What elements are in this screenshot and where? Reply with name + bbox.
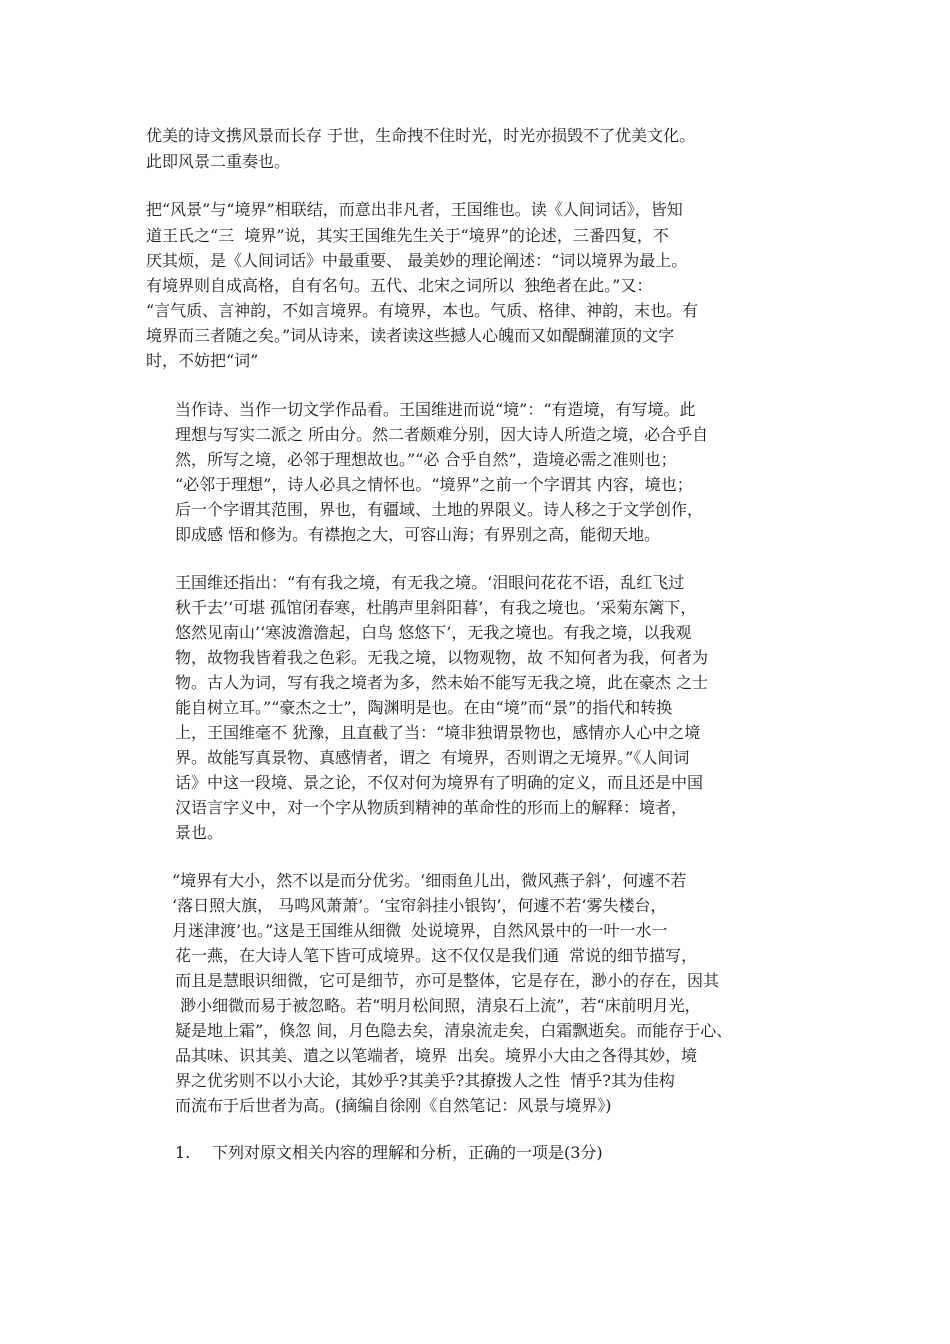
- text-line: 月迷津渡’也。”这是王国维从细微 处说境界，自然风景中的一叶一水一: [172, 921, 668, 940]
- text-line: “言气质、言神韵，不如言境界。有境界，本也。气质、格律、神韵，末也。有: [146, 301, 699, 320]
- text-line: 悠然见南山’‘寒波澹澹起，白鸟 悠悠下’，无我之境也。有我之境，以我观: [175, 623, 692, 642]
- text-line: 时，不妨把“词”: [146, 351, 259, 370]
- text-line: 花一燕，在大诗人笔下皆可成境界。这不仅仅是我们通 常说的细节描写，: [175, 946, 698, 965]
- text-line: 疑是地上霜”，倏忽 间，月色隐去矣，清泉流走矣，白霜飘逝矣。而能存于心、: [175, 1021, 733, 1040]
- text-line: 渺小细微而易于被忽略。若“明月松间照，清泉石上流”，若“床前明月光，: [175, 996, 701, 1015]
- text-line: 界之优劣则不以小大论，其妙乎?其美乎?其撩拨人之性 情乎?其为佳构: [175, 1071, 675, 1090]
- text-line: 理想与写实二派之 所由分。然二者颇难分别，因大诗人所造之境，必合乎自: [175, 425, 709, 444]
- text-line: 后一个字谓其范围，界也，有疆域、土地的界限义。诗人移之于文学创作，: [175, 500, 704, 519]
- text-line: “必邻于理想”，诗人必具之情怀也。“境界”之前一个字谓其 内容，境也；: [175, 475, 693, 494]
- text-line: 能自树立耳。”“豪杰之士”，陶渊明是也。在由“境”而“景”的指代和转换: [175, 698, 673, 717]
- text-line: 境界而三者随之矣。”词从诗来，读者读这些撼人心魄而又如醍醐灌顶的文字: [146, 326, 675, 345]
- text-line: 而流布于后世者为高。(摘编自徐刚《自然笔记：风景与境界》): [175, 1096, 612, 1115]
- text-line: 物。古人为词，写有我之境者为多，然未始不能写无我之境，此在豪杰 之士: [175, 673, 709, 692]
- text-line: 王国维还指出：“有有我之境，有无我之境。‘泪眼问花花不语，乱红飞过: [175, 573, 685, 592]
- text-line: 把“风景”与“境界”相联结，而意出非凡者，王国维也。读《人间词话》，皆知: [146, 200, 683, 219]
- text-line: 即成感 悟和修为。有襟抱之大，可容山海；有界别之高，能彻天地。: [175, 525, 661, 544]
- text-line: “境界有大小，然不以是而分优劣。‘细雨鱼儿出，微风燕子斜’，何遽不若: [172, 871, 687, 890]
- text-line: 上，王国维毫不 犹豫，且直截了当：“境非独谓景物也，感情亦人心中之境: [175, 723, 701, 742]
- text-line: 品其味、识其美、遣之以笔端者，境界 出矣。境界小大由之各得其妙，境: [175, 1046, 698, 1065]
- text-line: 当作诗、当作一切文学作品看。王国维进而说“境”：“有造境，有写境。此: [175, 400, 696, 419]
- text-line: 而且是慧眼识细微，它可是细节，亦可是整体，它是存在，渺小的存在，因其: [175, 971, 720, 990]
- text-line: 界。故能写真景物、真感情者，谓之 有境界，否则谓之无境界。”《人间词: [175, 748, 690, 767]
- text-line: 此即风景二重奏也。: [146, 152, 291, 171]
- text-line: 秋千去’‘可堪 孤馆闭春寒，杜鹃声里斜阳暮’，有我之境也。‘采菊东篱下，: [175, 598, 697, 617]
- text-line: 有境界则自成高格，自有名句。五代、北宋之词所以 独绝者在此。”又：: [146, 276, 653, 295]
- text-line: 景也。: [175, 823, 224, 842]
- text-line: 话》中这一段境、景之论，不仅对何为境界有了明确的定义，而且还是中国: [175, 773, 704, 792]
- text-line: 道王氏之“三 境界”说，其实王国维先生关于“境界”的论述，三番四复，不: [146, 226, 669, 245]
- text-line: ‘落日照大旗， 马鸣风萧萧’。‘宝帘斜挂小银钩’，何遽不若‘雾失楼台，: [172, 896, 667, 915]
- text-line: 物，故物我皆着我之色彩。无我之境，以物观物，故 不知何者为我，何者为: [175, 648, 709, 667]
- text-line: 厌其烦，是《人间词话》中最重要、 最美妙的理论阐述：“词以境界为最上。: [146, 251, 688, 270]
- text-line: 优美的诗文携风景而长存 于世，生命拽不住时光，时光亦损毁不了优美文化。: [146, 126, 696, 145]
- text-line: 然，所写之境，必邻于理想故也。”“必 合乎自然”，造境必需之准则也；: [175, 450, 677, 469]
- question-text: 下列对原文相关内容的理解和分析，正确的一项是(3分): [212, 1143, 603, 1162]
- text-line: 汉语言字义中，对一个字从物质到精神的革命性的形而上的解释：境者，: [175, 798, 688, 817]
- question-number: 1.: [175, 1143, 191, 1162]
